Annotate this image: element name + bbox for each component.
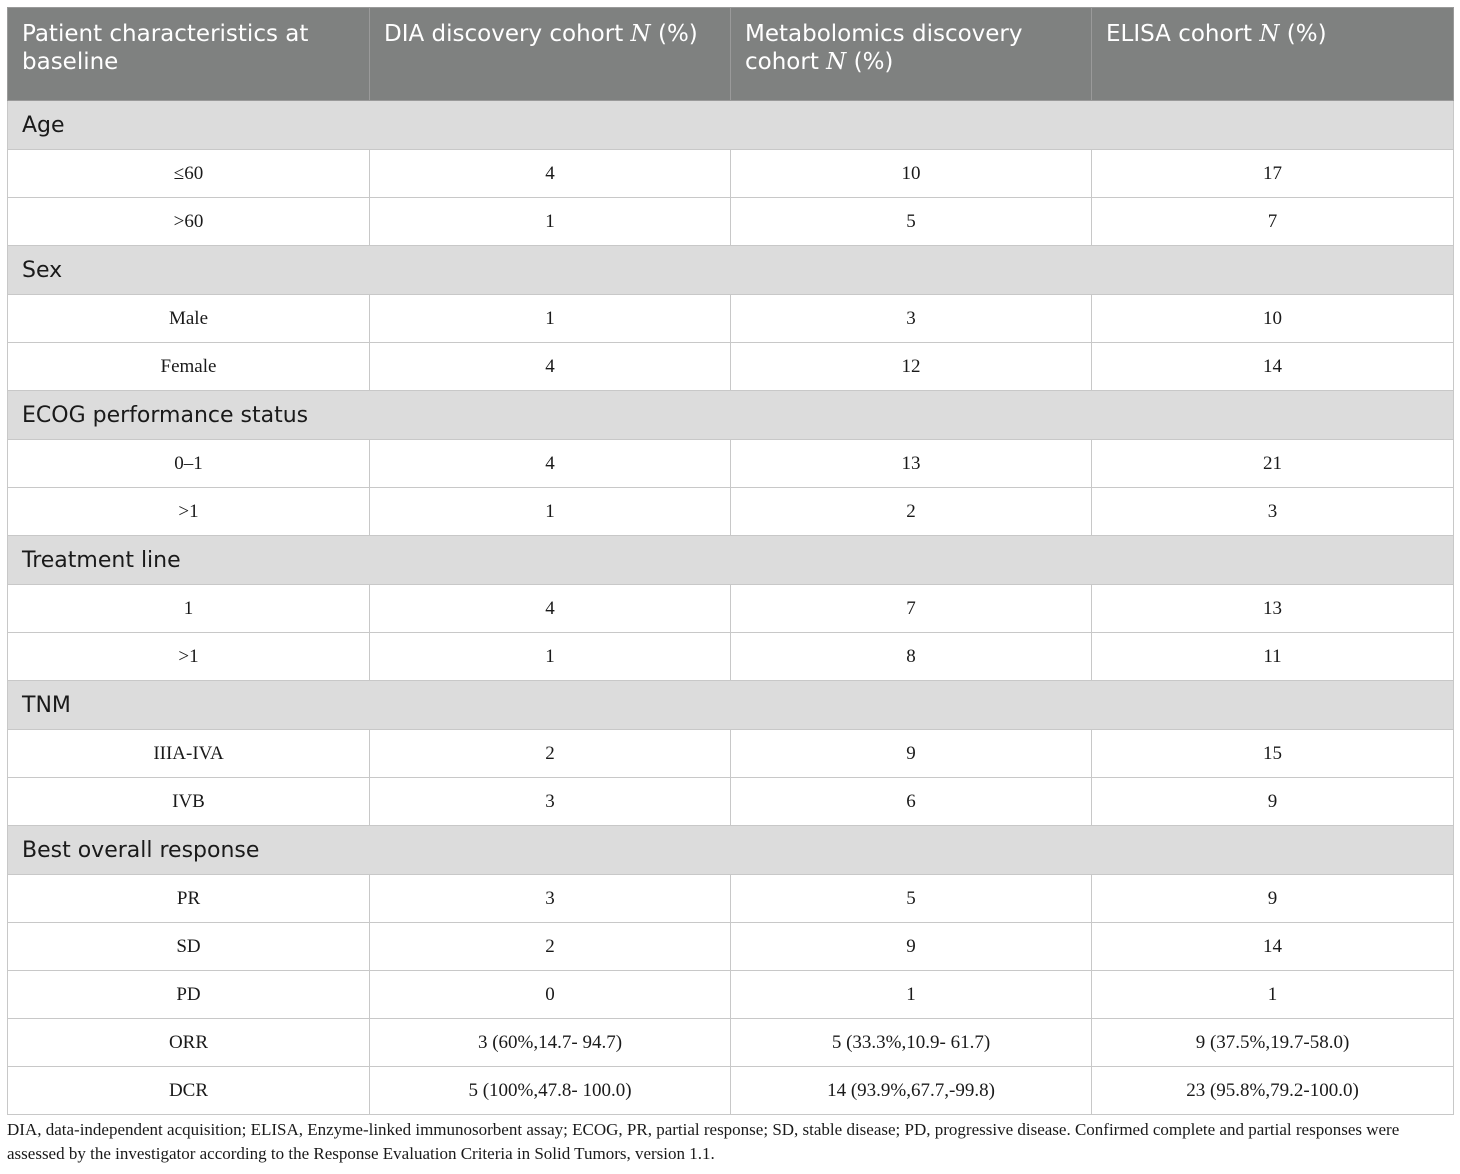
table-row	[8, 198, 1454, 246]
elisa-cohort-cell: 21	[1092, 440, 1454, 488]
row-label-cell: ORR	[8, 1019, 370, 1067]
dia-cohort-cell: 5 (100%,47.8- 100.0)	[370, 1067, 731, 1115]
header-dia-cohort: DIA discovery cohort N (%)	[370, 8, 731, 101]
section-title: Sex	[8, 246, 1454, 295]
table-container	[7, 7, 1453, 1115]
table-row	[8, 1067, 1454, 1115]
table-row	[8, 971, 1454, 1019]
table-row	[8, 633, 1454, 681]
section-row	[8, 536, 1454, 585]
row-label-cell: PD	[8, 971, 370, 1019]
metabolomics-cohort-cell: 13	[731, 440, 1092, 488]
section-title: Age	[8, 101, 1454, 150]
dia-cohort-cell: 4	[370, 585, 731, 633]
dia-cohort-cell: 3	[370, 875, 731, 923]
metabolomics-cohort-cell: 6	[731, 778, 1092, 826]
elisa-cohort-cell: 15	[1092, 730, 1454, 778]
patient-characteristics-table	[7, 7, 1454, 1115]
elisa-cohort-cell: 13	[1092, 585, 1454, 633]
dia-cohort-cell: 1	[370, 295, 731, 343]
table-row	[8, 150, 1454, 198]
table-row	[8, 585, 1454, 633]
section-row	[8, 101, 1454, 150]
metabolomics-cohort-cell: 5 (33.3%,10.9- 61.7)	[731, 1019, 1092, 1067]
section-title: ECOG performance status	[8, 391, 1454, 440]
table-row	[8, 923, 1454, 971]
metabolomics-cohort-cell: 1	[731, 971, 1092, 1019]
header-patient-characteristics: Patient characteristics at baseline	[8, 8, 370, 101]
row-label-cell: >1	[8, 488, 370, 536]
row-label-cell: Female	[8, 343, 370, 391]
row-label-cell: DCR	[8, 1067, 370, 1115]
elisa-cohort-cell: 7	[1092, 198, 1454, 246]
metabolomics-cohort-cell: 14 (93.9%,67.7,-99.8)	[731, 1067, 1092, 1115]
metabolomics-cohort-cell: 5	[731, 875, 1092, 923]
section-row	[8, 391, 1454, 440]
table-row	[8, 730, 1454, 778]
dia-cohort-cell: 4	[370, 150, 731, 198]
row-label-cell: PR	[8, 875, 370, 923]
table-row	[8, 440, 1454, 488]
dia-cohort-cell: 3	[370, 778, 731, 826]
header-metabolomics-cohort: Metabolomics discovery cohort N (%)	[731, 8, 1092, 101]
row-label-cell: SD	[8, 923, 370, 971]
elisa-cohort-cell: 23 (95.8%,79.2-100.0)	[1092, 1067, 1454, 1115]
dia-cohort-cell: 1	[370, 488, 731, 536]
row-label-cell: 0–1	[8, 440, 370, 488]
metabolomics-cohort-cell: 5	[731, 198, 1092, 246]
dia-cohort-cell: 2	[370, 730, 731, 778]
elisa-cohort-cell: 14	[1092, 923, 1454, 971]
row-label-cell: Male	[8, 295, 370, 343]
section-title: Best overall response	[8, 826, 1454, 875]
row-label-cell: >60	[8, 198, 370, 246]
elisa-cohort-cell: 9	[1092, 875, 1454, 923]
dia-cohort-cell: 1	[370, 633, 731, 681]
row-label-cell: ≤60	[8, 150, 370, 198]
dia-cohort-cell: 4	[370, 343, 731, 391]
table-row	[8, 875, 1454, 923]
elisa-cohort-cell: 1	[1092, 971, 1454, 1019]
table-row	[8, 488, 1454, 536]
elisa-cohort-cell: 11	[1092, 633, 1454, 681]
section-row	[8, 826, 1454, 875]
table-row	[8, 295, 1454, 343]
dia-cohort-cell: 4	[370, 440, 731, 488]
elisa-cohort-cell: 10	[1092, 295, 1454, 343]
table-row	[8, 778, 1454, 826]
section-title: TNM	[8, 681, 1454, 730]
row-label-cell: 1	[8, 585, 370, 633]
row-label-cell: >1	[8, 633, 370, 681]
elisa-cohort-cell: 9	[1092, 778, 1454, 826]
row-label-cell: IVB	[8, 778, 370, 826]
section-row	[8, 246, 1454, 295]
metabolomics-cohort-cell: 3	[731, 295, 1092, 343]
table-row	[8, 343, 1454, 391]
dia-cohort-cell: 1	[370, 198, 731, 246]
header-elisa-cohort: ELISA cohort N (%)	[1092, 8, 1454, 101]
metabolomics-cohort-cell: 10	[731, 150, 1092, 198]
metabolomics-cohort-cell: 7	[731, 585, 1092, 633]
elisa-cohort-cell: 9 (37.5%,19.7-58.0)	[1092, 1019, 1454, 1067]
metabolomics-cohort-cell: 12	[731, 343, 1092, 391]
metabolomics-cohort-cell: 2	[731, 488, 1092, 536]
row-label-cell: IIIA-IVA	[8, 730, 370, 778]
dia-cohort-cell: 3 (60%,14.7- 94.7)	[370, 1019, 731, 1067]
section-title: Treatment line	[8, 536, 1454, 585]
elisa-cohort-cell: 3	[1092, 488, 1454, 536]
elisa-cohort-cell: 14	[1092, 343, 1454, 391]
metabolomics-cohort-cell: 8	[731, 633, 1092, 681]
elisa-cohort-cell: 17	[1092, 150, 1454, 198]
section-row	[8, 681, 1454, 730]
header-row	[8, 8, 1454, 101]
dia-cohort-cell: 2	[370, 923, 731, 971]
metabolomics-cohort-cell: 9	[731, 730, 1092, 778]
metabolomics-cohort-cell: 9	[731, 923, 1092, 971]
table-body	[8, 101, 1454, 1115]
dia-cohort-cell: 0	[370, 971, 731, 1019]
table-row	[8, 1019, 1454, 1067]
table-footnote: DIA, data-independent acquisition; ELISA, Enzyme-linked immunosorbent assay; ECOG, PR, partial response; SD, stable disease; PD, progressive disease. Confirmed complete and partial responses were assessed by the investigator according to the Response Evaluation Criteria in Solid Tumors, version 1.1.	[7, 1120, 1400, 1163]
